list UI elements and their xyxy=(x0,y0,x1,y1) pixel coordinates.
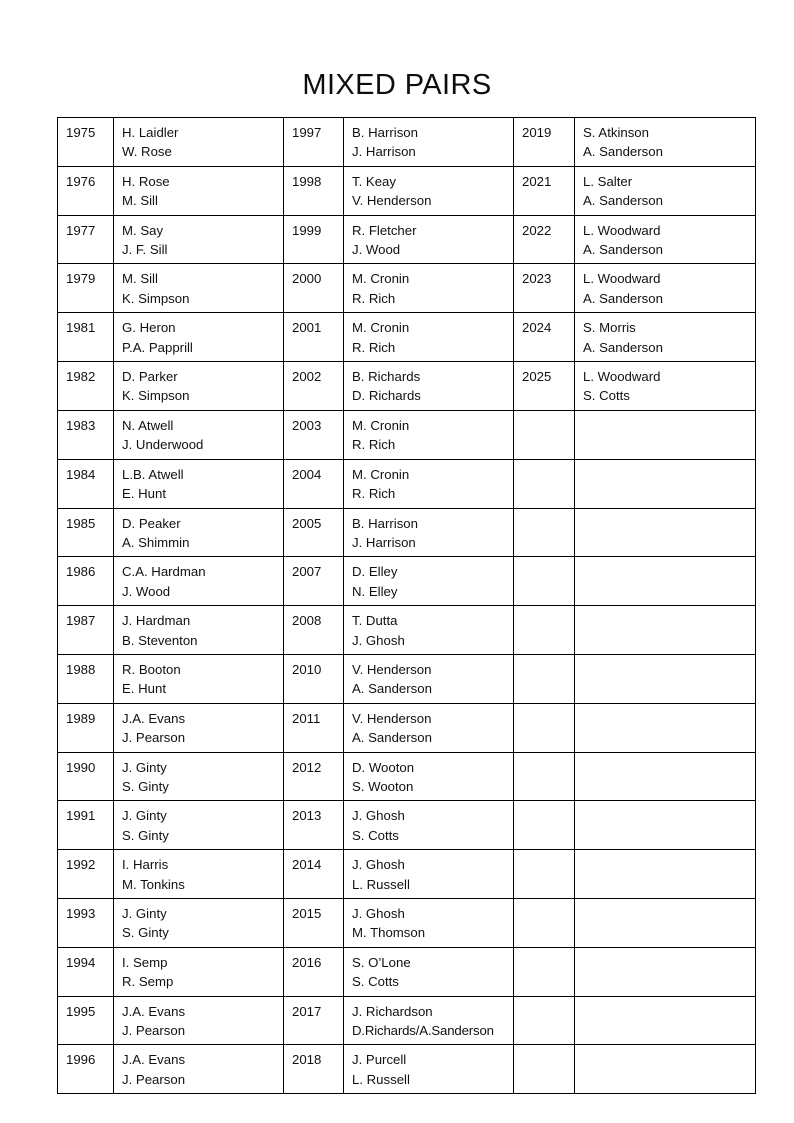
winner-name-first: D. Parker xyxy=(122,369,178,385)
table-row xyxy=(58,1045,756,1094)
winner-name-first: D. Elley xyxy=(352,564,398,580)
winners-cell xyxy=(114,752,284,801)
winners-cell xyxy=(114,947,284,996)
winners-cell xyxy=(114,801,284,850)
year-cell: 1992 xyxy=(58,850,114,899)
winners-cell xyxy=(575,996,756,1045)
winner-name-second: R. Semp xyxy=(122,974,174,990)
winners-cell xyxy=(344,459,514,508)
winners-cell xyxy=(344,801,514,850)
winner-name-first: L. Salter xyxy=(583,173,633,189)
year-cell: 2017 xyxy=(284,996,344,1045)
winners-cell xyxy=(114,313,284,362)
winners-cell xyxy=(575,899,756,948)
year-cell: 1976 xyxy=(58,166,114,215)
year-cell: 1986 xyxy=(58,557,114,606)
winners-cell xyxy=(575,1045,756,1094)
winner-name-first: L. Woodward xyxy=(583,369,661,385)
winner-name-first: V. Henderson xyxy=(352,661,432,677)
year-cell: 1990 xyxy=(58,752,114,801)
table-row xyxy=(58,264,756,313)
winner-name-second: P.A. Papprill xyxy=(122,339,193,355)
winner-name-first: H. Rose xyxy=(122,173,170,189)
winner-name-second: M. Tonkins xyxy=(122,876,185,892)
winner-name-second: A. Sanderson xyxy=(583,242,663,258)
winner-name-second: A. Sanderson xyxy=(583,290,663,306)
winner-name-second: M. Thomson xyxy=(352,925,426,941)
winners-cell xyxy=(575,654,756,703)
winners-cell xyxy=(575,606,756,655)
winner-name-second: A. Sanderson xyxy=(352,730,432,746)
year-cell: 2021 xyxy=(514,166,575,215)
winner-name-second: B. Steventon xyxy=(122,632,198,648)
winners-cell xyxy=(575,313,756,362)
winners-cell xyxy=(575,410,756,459)
winner-name-first: J. Purcell xyxy=(352,1052,407,1068)
winners-cell xyxy=(344,947,514,996)
winners-cell xyxy=(114,118,284,167)
winner-name-first: J. Ginty xyxy=(122,906,167,921)
year-cell: 2012 xyxy=(284,752,344,801)
winner-name-first: T. Keay xyxy=(352,173,396,189)
winners-cell xyxy=(114,264,284,313)
year-cell: 1982 xyxy=(58,362,114,411)
winner-name-first: L. Woodward xyxy=(583,222,661,238)
year-cell: 2004 xyxy=(284,459,344,508)
table-row xyxy=(58,654,756,703)
year-cell xyxy=(514,703,575,752)
year-cell: 1987 xyxy=(58,606,114,655)
winners-cell xyxy=(114,215,284,264)
winner-name-first: I. Semp xyxy=(122,954,168,970)
winner-name-second: D.Richards/A.Sanderson xyxy=(352,1023,494,1039)
winner-name-second: J. Pearson xyxy=(122,730,186,746)
winner-name-second: M. Sill xyxy=(122,193,158,209)
winners-cell xyxy=(344,703,514,752)
winner-name-first: D. Wooton xyxy=(352,759,415,775)
winner-name-first: R. Booton xyxy=(122,661,181,677)
winner-name-second: R. Rich xyxy=(352,290,396,306)
winner-name-first: M. Sill xyxy=(122,271,158,287)
year-cell: 2011 xyxy=(284,703,344,752)
year-cell: 2024 xyxy=(514,313,575,362)
year-cell: 1997 xyxy=(284,118,344,167)
winners-cell xyxy=(344,850,514,899)
winners-cell xyxy=(114,557,284,606)
winner-name-second: A. Sanderson xyxy=(352,681,432,697)
winner-name-second: S. Ginty xyxy=(122,778,169,794)
winner-name-first: J. Ghosh xyxy=(352,808,405,824)
year-cell: 1994 xyxy=(58,947,114,996)
table-row xyxy=(58,459,756,508)
winner-name-second: E. Hunt xyxy=(122,486,166,502)
winners-cell xyxy=(344,313,514,362)
winner-name-first: J. Ginty xyxy=(122,759,167,775)
year-cell: 1998 xyxy=(284,166,344,215)
winner-name-second: S. Cotts xyxy=(352,974,399,990)
year-cell: 1983 xyxy=(58,410,114,459)
winner-name-first: M. Cronin xyxy=(352,417,410,433)
winner-name-second: R. Rich xyxy=(352,339,396,355)
winners-cell xyxy=(344,752,514,801)
year-cell: 2018 xyxy=(284,1045,344,1094)
year-cell xyxy=(514,508,575,557)
year-cell: 1985 xyxy=(58,508,114,557)
winner-name-first: S. Atkinson xyxy=(583,125,649,140)
year-cell: 2005 xyxy=(284,508,344,557)
winners-cell xyxy=(344,996,514,1045)
winner-name-second: W. Rose xyxy=(122,144,172,160)
year-cell: 2014 xyxy=(284,850,344,899)
winner-name-second: S. Cotts xyxy=(583,388,630,404)
year-cell xyxy=(514,459,575,508)
winner-name-first: B. Richards xyxy=(352,369,421,385)
winner-name-first: B. Harrison xyxy=(352,515,418,531)
winner-name-first: D. Peaker xyxy=(122,515,181,531)
winner-name-second: J. Ghosh xyxy=(352,632,405,648)
year-cell: 1999 xyxy=(284,215,344,264)
winner-name-second: A. Sanderson xyxy=(583,144,663,160)
winner-name-second: J. Wood xyxy=(122,583,171,599)
winner-name-first: J.A. Evans xyxy=(122,1052,186,1068)
year-cell: 1993 xyxy=(58,899,114,948)
winner-name-first: H. Laidler xyxy=(122,125,179,140)
winner-name-second: L. Russell xyxy=(352,1071,410,1087)
table-row xyxy=(58,752,756,801)
winners-cell xyxy=(114,410,284,459)
year-cell: 1977 xyxy=(58,215,114,264)
winner-name-first: J. Ginty xyxy=(122,808,167,824)
winner-name-second: N. Elley xyxy=(352,583,398,599)
year-cell: 2003 xyxy=(284,410,344,459)
winner-name-first: J.A. Evans xyxy=(122,710,186,726)
year-cell xyxy=(514,752,575,801)
winners-cell xyxy=(114,850,284,899)
table-row xyxy=(58,508,756,557)
winner-name-second: S. Wooton xyxy=(352,778,414,794)
year-cell: 1979 xyxy=(58,264,114,313)
winners-cell xyxy=(114,899,284,948)
year-cell xyxy=(514,557,575,606)
winner-name-first: J.A. Evans xyxy=(122,1003,186,1019)
winner-name-first: L.B. Atwell xyxy=(122,466,184,482)
table-row xyxy=(58,410,756,459)
winners-cell xyxy=(114,362,284,411)
winner-name-first: T. Dutta xyxy=(352,613,398,629)
year-cell: 2015 xyxy=(284,899,344,948)
winners-cell xyxy=(114,996,284,1045)
year-cell: 2023 xyxy=(514,264,575,313)
year-cell: 1989 xyxy=(58,703,114,752)
winner-name-second: J. Harrison xyxy=(352,144,416,160)
winners-cell xyxy=(575,703,756,752)
year-cell xyxy=(514,654,575,703)
winner-name-first: J. Richardson xyxy=(352,1003,433,1019)
table-row xyxy=(58,557,756,606)
winner-name-second: K. Simpson xyxy=(122,290,190,306)
winner-name-second: S. Ginty xyxy=(122,925,169,941)
winners-cell xyxy=(344,899,514,948)
winner-name-second: J. Pearson xyxy=(122,1071,186,1087)
winner-name-second: A. Sanderson xyxy=(583,193,663,209)
winner-name-first: J. Ghosh xyxy=(352,906,405,921)
year-cell: 2013 xyxy=(284,801,344,850)
winners-cell xyxy=(114,606,284,655)
winner-name-first: G. Heron xyxy=(122,320,176,336)
table-row xyxy=(58,947,756,996)
winner-name-first: N. Atwell xyxy=(122,417,174,433)
year-cell xyxy=(514,850,575,899)
winners-cell xyxy=(575,362,756,411)
winners-cell xyxy=(575,264,756,313)
winners-cell xyxy=(344,606,514,655)
winners-cell xyxy=(575,752,756,801)
table-row xyxy=(58,215,756,264)
winner-name-first: V. Henderson xyxy=(352,710,432,726)
winners-cell xyxy=(344,264,514,313)
table-row xyxy=(58,899,756,948)
winner-name-second: A. Sanderson xyxy=(583,339,663,355)
winner-name-second: L. Russell xyxy=(352,876,410,892)
year-cell xyxy=(514,801,575,850)
winners-cell xyxy=(344,118,514,167)
winner-name-first: J. Hardman xyxy=(122,613,191,629)
year-cell: 1975 xyxy=(58,118,114,167)
winner-name-second: J. Pearson xyxy=(122,1023,186,1039)
winner-name-second: J. Harrison xyxy=(352,534,416,550)
table-row xyxy=(58,850,756,899)
year-cell: 2010 xyxy=(284,654,344,703)
year-cell: 2022 xyxy=(514,215,575,264)
year-cell: 2019 xyxy=(514,118,575,167)
year-cell: 1996 xyxy=(58,1045,114,1094)
year-cell: 1981 xyxy=(58,313,114,362)
winner-name-first: M. Say xyxy=(122,222,164,238)
table-row xyxy=(58,606,756,655)
winners-cell xyxy=(344,508,514,557)
winner-name-first: S. Morris xyxy=(583,320,636,336)
winners-cell xyxy=(114,508,284,557)
year-cell xyxy=(514,1045,575,1094)
year-cell: 2007 xyxy=(284,557,344,606)
winners-cell xyxy=(575,947,756,996)
year-cell: 1988 xyxy=(58,654,114,703)
winners-cell xyxy=(344,166,514,215)
winners-table-container xyxy=(57,117,740,1094)
winners-cell xyxy=(575,459,756,508)
winner-name-first: M. Cronin xyxy=(352,271,410,287)
year-cell xyxy=(514,996,575,1045)
winner-name-second: K. Simpson xyxy=(122,388,190,404)
table-row xyxy=(58,703,756,752)
winners-cell xyxy=(575,801,756,850)
year-cell xyxy=(514,947,575,996)
table-row xyxy=(58,362,756,411)
year-cell xyxy=(514,410,575,459)
winner-name-first: B. Harrison xyxy=(352,125,418,140)
winner-name-second: S. Ginty xyxy=(122,827,169,843)
winner-name-second: E. Hunt xyxy=(122,681,166,697)
table-body xyxy=(58,118,756,1094)
year-cell: 2025 xyxy=(514,362,575,411)
winner-name-second: R. Rich xyxy=(352,437,396,453)
table-row xyxy=(58,118,756,167)
year-cell: 1984 xyxy=(58,459,114,508)
winners-cell xyxy=(344,362,514,411)
year-cell: 2001 xyxy=(284,313,344,362)
winners-cell xyxy=(114,703,284,752)
year-cell: 2002 xyxy=(284,362,344,411)
winner-name-first: I. Harris xyxy=(122,857,169,873)
winners-cell xyxy=(114,1045,284,1094)
table-row xyxy=(58,801,756,850)
winner-name-second: S. Cotts xyxy=(352,827,399,843)
winner-name-first: C.A. Hardman xyxy=(122,564,206,580)
winner-name-first: S. O’Lone xyxy=(352,954,411,970)
winner-name-second: V. Henderson xyxy=(352,193,432,209)
year-cell: 1995 xyxy=(58,996,114,1045)
winner-name-first: L. Woodward xyxy=(583,271,661,287)
winner-name-first: M. Cronin xyxy=(352,466,410,482)
winners-cell xyxy=(344,215,514,264)
winners-cell xyxy=(114,166,284,215)
winner-name-first: J. Ghosh xyxy=(352,857,405,873)
winner-name-first: M. Cronin xyxy=(352,320,410,336)
winners-cell xyxy=(575,557,756,606)
winners-cell xyxy=(344,654,514,703)
winners-cell xyxy=(344,410,514,459)
winners-cell xyxy=(575,508,756,557)
table-row xyxy=(58,996,756,1045)
winner-name-second: R. Rich xyxy=(352,486,396,502)
winner-name-second: J. F. Sill xyxy=(122,242,168,258)
table-row xyxy=(58,166,756,215)
winners-cell xyxy=(575,166,756,215)
table-row xyxy=(58,313,756,362)
winner-name-second: J. Wood xyxy=(352,242,401,258)
winners-cell xyxy=(344,557,514,606)
winners-cell xyxy=(575,850,756,899)
winner-name-second: J. Underwood xyxy=(122,437,204,453)
year-cell: 2000 xyxy=(284,264,344,313)
winners-cell xyxy=(575,215,756,264)
winners-cell xyxy=(114,654,284,703)
year-cell xyxy=(514,899,575,948)
winner-name-second: D. Richards xyxy=(352,388,421,404)
year-cell: 1991 xyxy=(58,801,114,850)
winners-cell xyxy=(114,459,284,508)
winners-cell xyxy=(575,118,756,167)
year-cell: 2008 xyxy=(284,606,344,655)
winners-cell xyxy=(344,1045,514,1094)
winner-name-first: R. Fletcher xyxy=(352,222,417,238)
mixed-pairs-winners-table xyxy=(57,117,756,1094)
page-title: MIXED PAIRS xyxy=(302,69,492,101)
year-cell: 2016 xyxy=(284,947,344,996)
year-cell xyxy=(514,606,575,655)
winner-name-second: A. Shimmin xyxy=(122,534,190,550)
